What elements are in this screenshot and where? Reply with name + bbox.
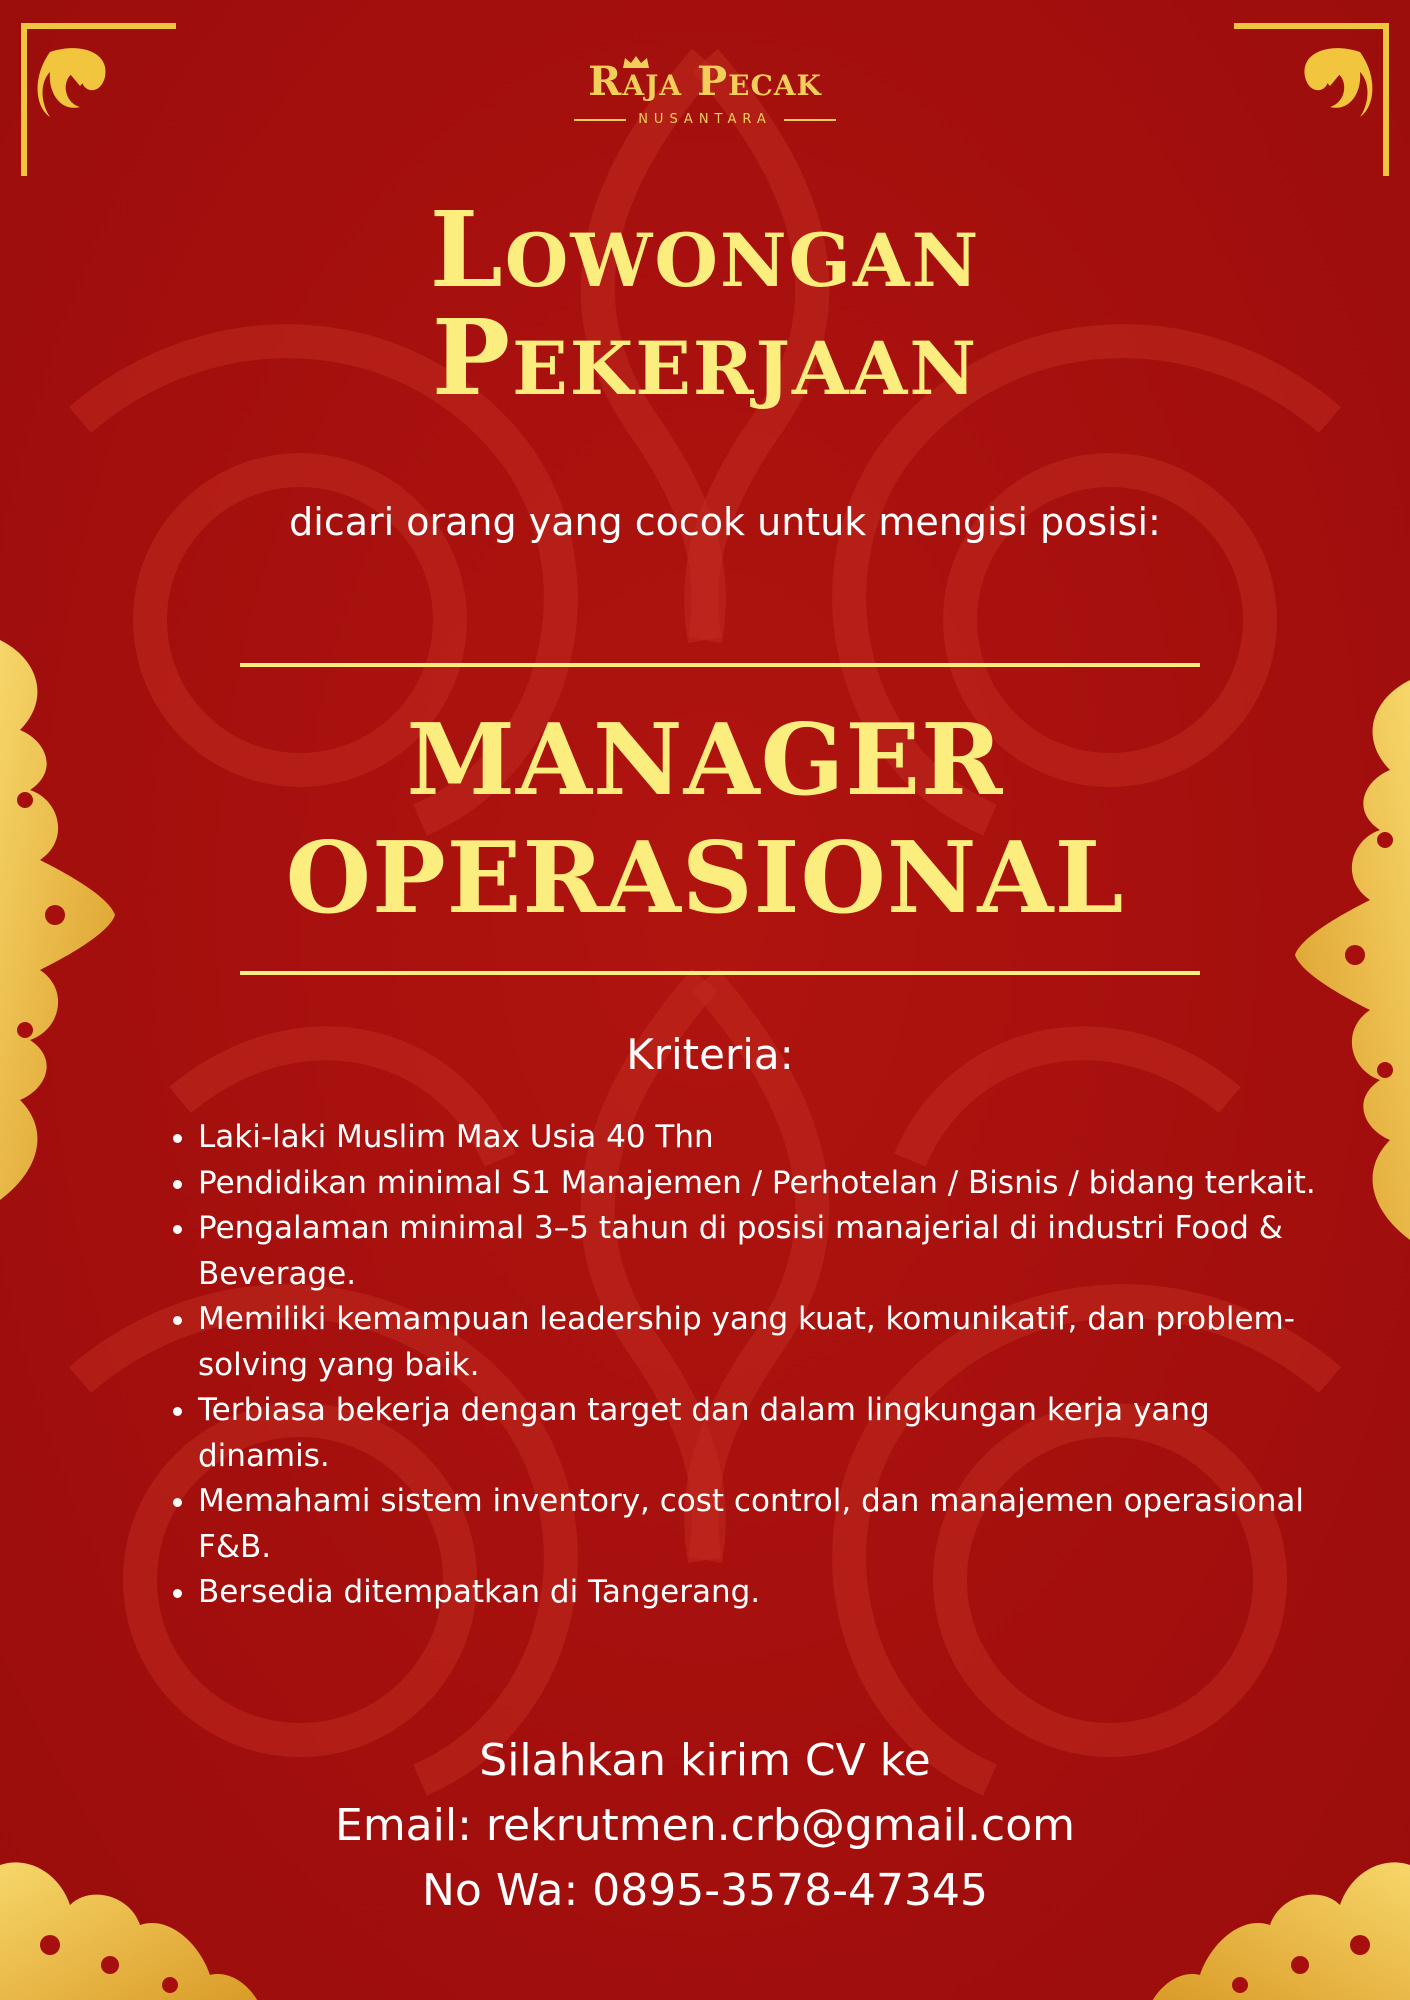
criteria-item: • Pendidikan minimal S1 Manajemen / Perhotelan / Bisnis / bidang terkait. (198, 1161, 1338, 1207)
subtitle: dicari orang yang cocok untuk mengisi posisi: (289, 500, 1161, 544)
brand-subtitle: NUSANTARA (638, 112, 772, 127)
criteria-item: • Terbiasa bekerja dengan target dan dalam lingkungan kerja yang dinamis. (198, 1388, 1338, 1479)
contact-instruction: Silahkan kirim CV ke (479, 1735, 931, 1786)
brand-logo (0, 58, 1410, 127)
brand-divider-left (574, 119, 626, 121)
top-divider (240, 663, 1200, 667)
contact-whatsapp: No Wa: 0895-3578-47345 (422, 1865, 988, 1916)
criteria-item: • Pengalaman minimal 3–5 tahun di posisi manajerial di industri Food & Beverage. (198, 1206, 1338, 1297)
criteria-item: • Bersedia ditempatkan di Tangerang. (198, 1570, 1338, 1616)
criteria-item: • Memahami sistem inventory, cost control, dan manajemen operasional F&B. (198, 1479, 1338, 1570)
position-title (0, 702, 1410, 938)
brand-subtitle-row (574, 112, 836, 127)
position-title-line-1: MANAGER (406, 703, 1004, 818)
contact-email: Email: rekrutmen.crb@gmail.com (335, 1800, 1075, 1851)
headline (0, 188, 1410, 419)
bottom-divider (240, 971, 1200, 975)
criteria-list (160, 1115, 1338, 1616)
brand-name: Raja Pecak (588, 58, 822, 105)
headline-line-1: Lowongan (429, 188, 981, 311)
position-title-line-2: OPERASIONAL (285, 821, 1125, 936)
criteria-item: • Memiliki kemampuan leadership yang kuat, komunikatif, dan problem-solving yang baik. (198, 1297, 1338, 1388)
criteria-item: • Laki-laki Muslim Max Usia 40 Thn (198, 1115, 1338, 1161)
criteria-heading: Kriteria: (626, 1030, 794, 1079)
headline-line-2: Pekerjaan (431, 296, 979, 419)
contact-info (0, 1728, 1410, 1923)
brand-divider-right (784, 119, 836, 121)
